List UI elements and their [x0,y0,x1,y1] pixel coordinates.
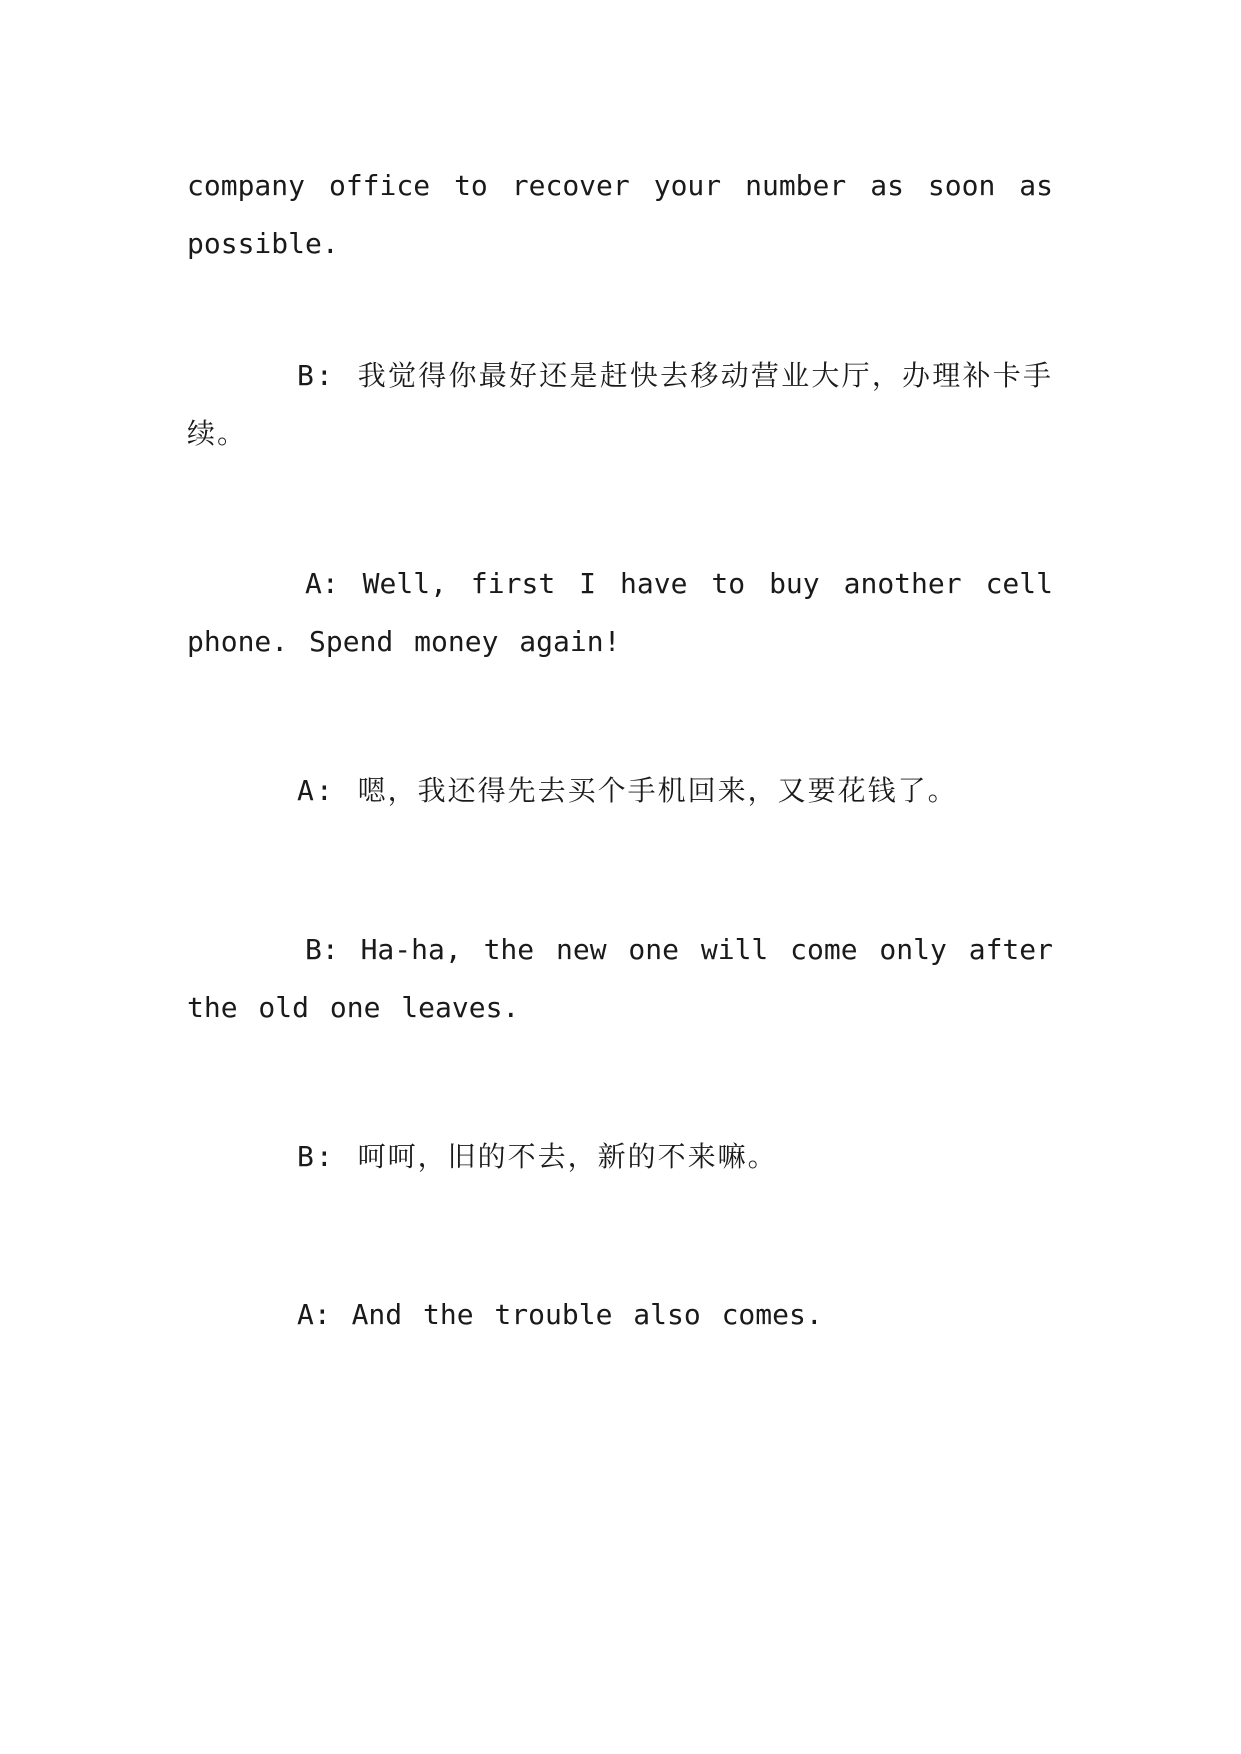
dialogue-paragraph-b-chinese: B: 我觉得你最好还是赶快去移动营业大厅，办理补卡手续。 [187,359,1053,450]
dialogue-paragraph-a-english: A: Well, first I have to buy another cell phone. Spend money again! [187,567,1053,658]
dialogue-paragraph-a-english-2: A: And the trouble also comes. [297,1298,823,1331]
dialogue-paragraph-continuation: company office to recover your number as soon as possible. [187,169,1053,260]
dialogue-paragraph-b-chinese-2: B: 呵呵，旧的不去，新的不来嘛。 [297,1140,778,1173]
dialogue-paragraph-a-chinese: A: 嗯，我还得先去买个手机回来，又要花钱了。 [297,774,958,807]
dialogue-paragraph-b-english: B: Ha-ha, the new one will come only after the old one leaves. [187,933,1053,1024]
